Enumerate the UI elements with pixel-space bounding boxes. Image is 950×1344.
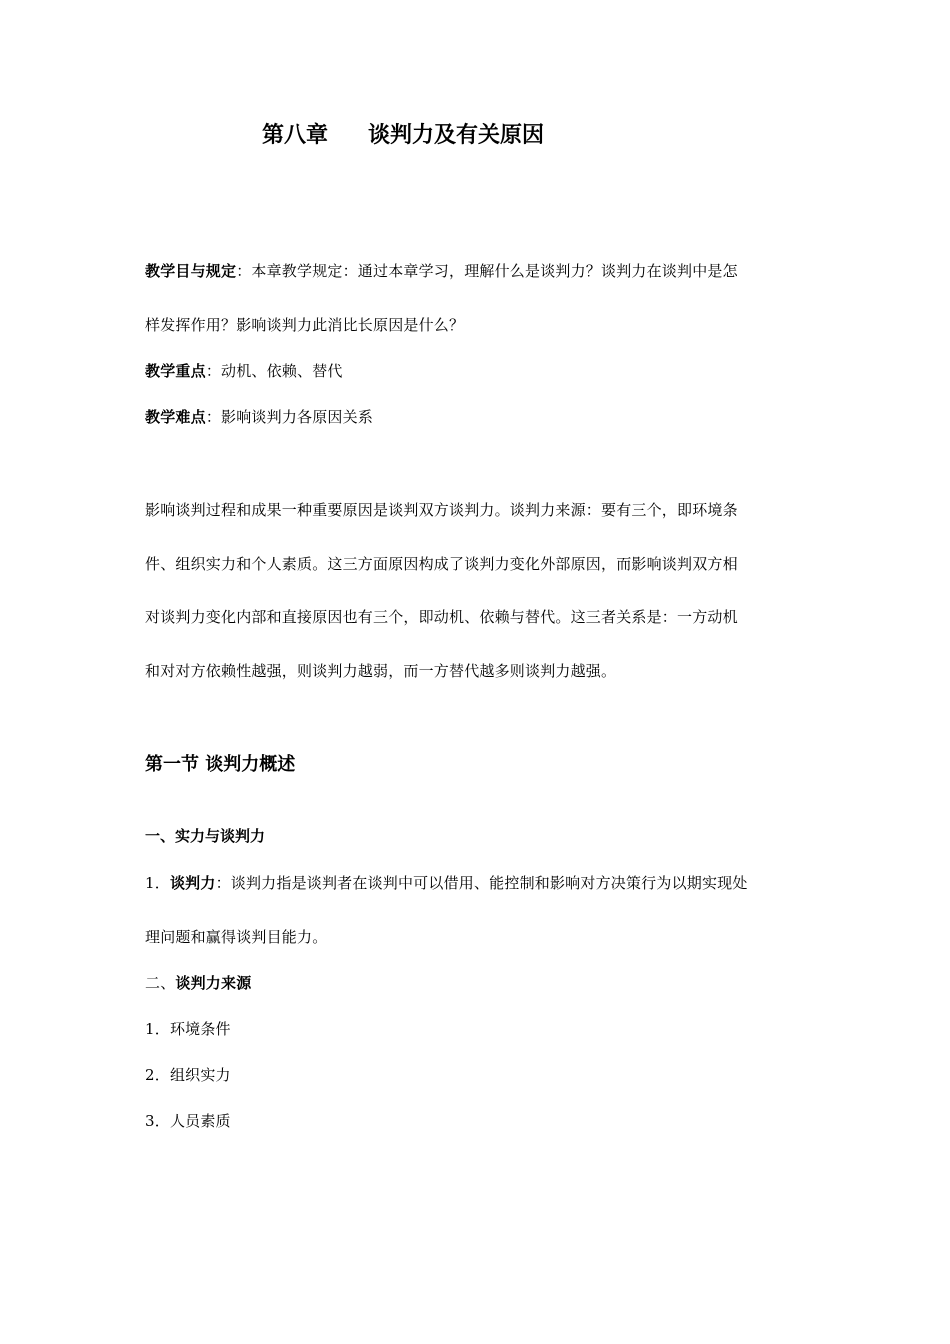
difficult-points-label: 教学难点 (145, 408, 206, 426)
chapter-number: 第八章 (262, 123, 329, 148)
intro-line: 和对对方依赖性越强，则谈判力越弱，而一方替代越多则谈判力越强。 (145, 662, 617, 680)
teaching-goals-line-1: 教学目与规定：本章教学规定：通过本章学习，理解什么是谈判力？谈判力在谈判中是怎 (145, 262, 738, 280)
chapter-title (262, 118, 544, 149)
key-points-label: 教学重点 (145, 362, 206, 380)
subsection-heading: 一、实力与谈判力 (145, 827, 266, 845)
subsection-heading: 二、谈判力来源 (145, 974, 252, 992)
difficult-points: 教学难点：影响谈判力各原因关系 (145, 408, 374, 426)
list-item: 3．人员素质 (145, 1112, 231, 1130)
key-points-text: 动机、依赖、替代 (221, 362, 343, 380)
teaching-goals-label: 教学目与规定 (145, 262, 237, 280)
definition-line-2: 理问题和赢得谈判目能力。 (145, 928, 328, 946)
section-heading: 第一节 谈判力概述 (145, 754, 296, 775)
chapter-name: 谈判力及有关原因 (368, 123, 545, 148)
intro-line: 件、组织实力和个人素质。这三方面原因构成了谈判力变化外部原因，而影响谈判双方相 (145, 555, 738, 573)
intro-line: 对谈判力变化内部和直接原因也有三个，即动机、依赖与替代。这三者关系是：一方动机 (145, 608, 738, 626)
teaching-goals-line-2: 样发挥作用？影响谈判力此消比长原因是什么？ (145, 316, 465, 334)
difficult-points-text: 影响谈判力各原因关系 (221, 408, 374, 426)
definition-text: 谈判力指是谈判者在谈判中可以借用、能控制和影响对方决策行为以期实现处 (230, 874, 748, 892)
definition-line-1: 1．谈判力：谈判力指是谈判者在谈判中可以借用、能控制和影响对方决策行为以期实现处 (145, 874, 748, 892)
intro-line: 影响谈判过程和成果一种重要原因是谈判双方谈判力。谈判力来源：要有三个，即环境条 (145, 501, 738, 519)
key-points: 教学重点：动机、依赖、替代 (145, 362, 343, 380)
definition-label: 谈判力 (169, 874, 216, 892)
list-item: 2．组织实力 (145, 1066, 231, 1084)
teaching-goals-text: 本章教学规定：通过本章学习，理解什么是谈判力？谈判力在谈判中是怎 (251, 262, 738, 280)
list-item: 1．环境条件 (145, 1020, 231, 1038)
